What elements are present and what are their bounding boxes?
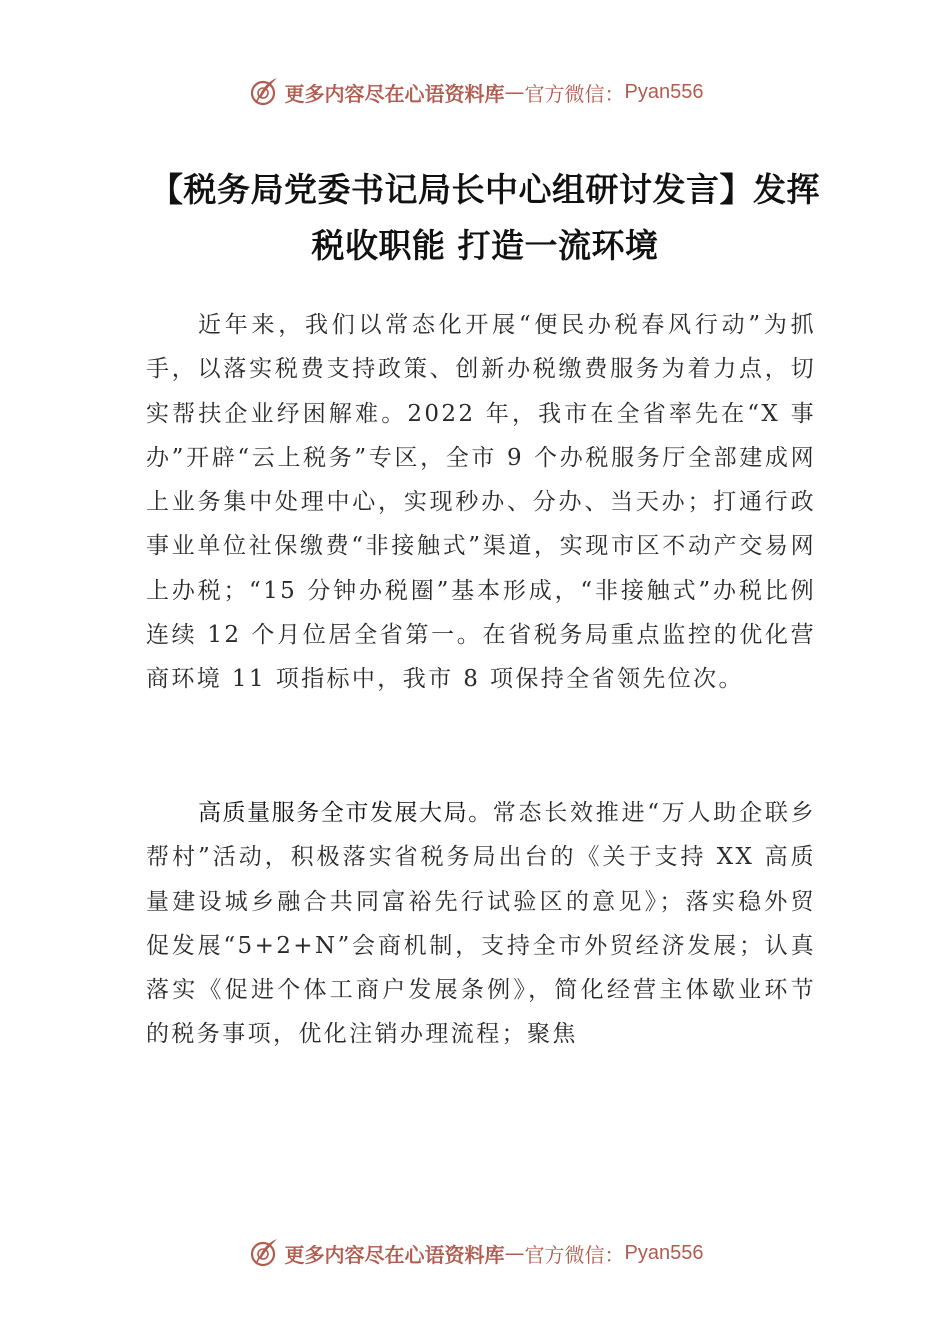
banner-wechat-label: 官方微信： bbox=[524, 1242, 625, 1267]
banner-wechat-id: Pyan556 bbox=[624, 80, 704, 103]
quill-logo-icon bbox=[247, 75, 281, 109]
header-banner bbox=[0, 72, 950, 112]
paragraph-service bbox=[146, 791, 816, 1057]
paragraph-service-body: 常态长效推进“万人助企联乡帮村”活动，积极落实省税务局出台的《关于支持 XX 高质量建设城乡融合共同富裕先行试验区的意见》；落实稳外贸促发展“5+2+N”会商机制，支持全市外贸经济发展；认真落实《促进个体工商户发展条例》，简化经营主体歇业环节的税务事项，优化注销办理流程；聚焦 bbox=[146, 800, 816, 1048]
paragraph-intro: 近年来，我们以常态化开展“便民办税春风行动”为抓手，以落实税费支持政策、创新办税缴费服务为着力点，切实帮扶企业纾困解难。2022 年，我市在全省率先在“X 事办”开辟“云上税务”专区，全市 9 个办税服务厅全部建成网上业务集中处理中心，实现秒办、分办、当天办；打通行政事业单位社保缴费“非接触式”渠道，实现市区不动产交易网上办税；“15 分钟办税圈”基本形成，“非接触式”办税比例连续 12 个月位居全省第一。在省税务局重点监控的优化营商环境 11 项指标中，我市 8 项保持全省领先位次。 bbox=[146, 312, 816, 693]
paragraph-lead-heading: 高质量服务全市发展大局。 bbox=[198, 800, 493, 826]
quill-logo-icon bbox=[247, 1236, 281, 1270]
document-title: 【税务局党委书记局长中心组研讨发言】发挥税收职能 打造一流环境 bbox=[150, 170, 820, 265]
banner-wechat-id: Pyan556 bbox=[624, 1241, 704, 1264]
banner-wechat-label: 官方微信： bbox=[524, 81, 625, 106]
banner-brand-text: 更多内容尽在心语资料库 bbox=[284, 1242, 505, 1267]
banner-separator: — bbox=[504, 1241, 525, 1265]
footer-banner bbox=[0, 1233, 950, 1273]
banner-brand-text: 更多内容尽在心语资料库 bbox=[284, 81, 505, 106]
banner-separator: — bbox=[504, 80, 525, 104]
